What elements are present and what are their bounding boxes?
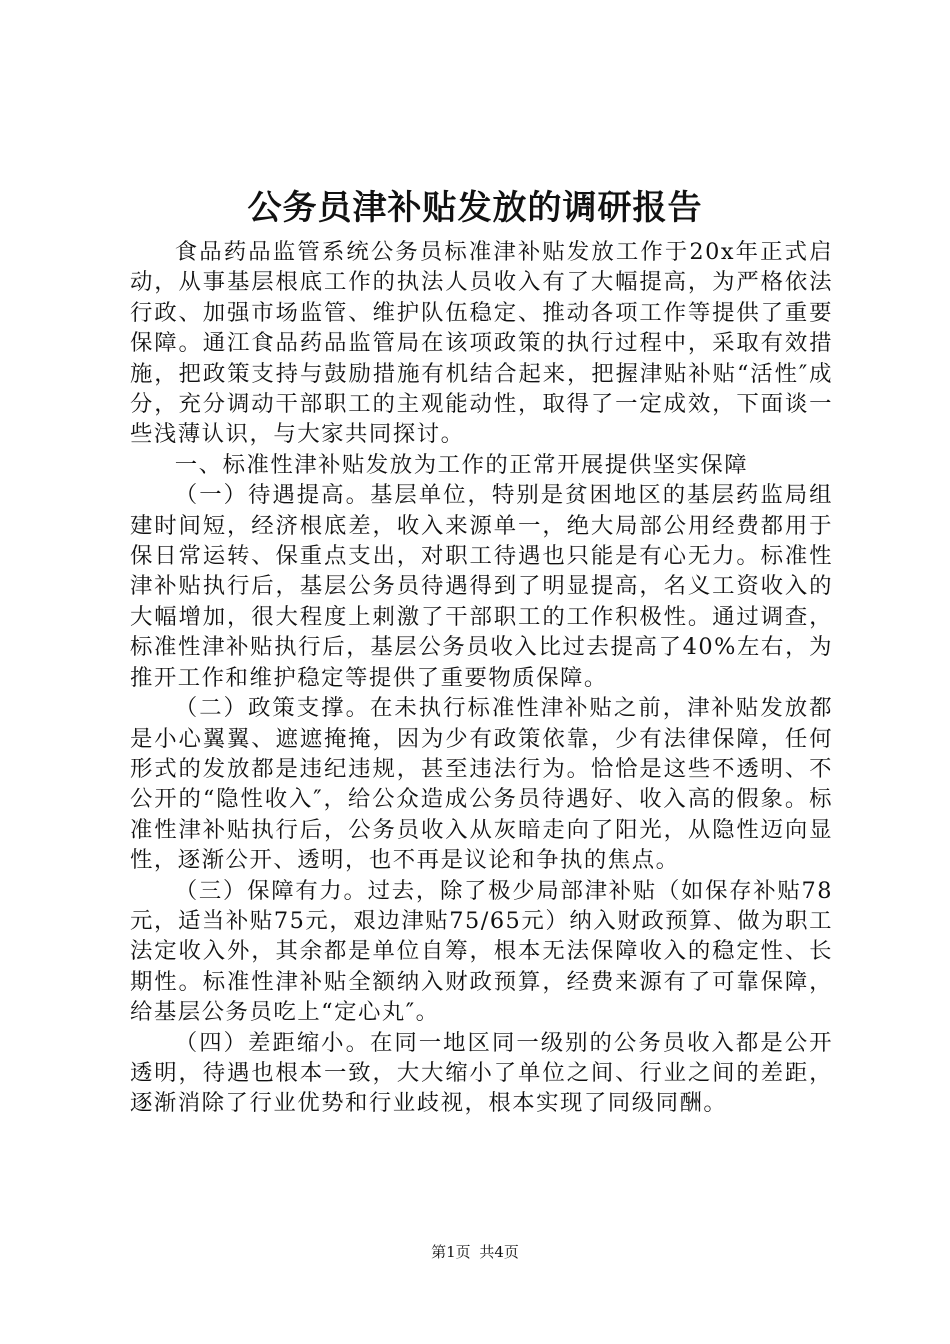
paragraph-item-4: （四）差距缩小。在同一地区同一级别的公务员收入都是公开透明，待遇也根本一致，大大缩小了单位之间、行业之间的差距，逐渐消除了行业优势和行业歧视，根本实现了同级同酬。 (130, 1029, 833, 1117)
paragraph-item-2: （二）政策支撑。在未执行标准性津补贴之前，津补贴发放都是小心翼翼、遮遮掩掩，因为少有政策依靠，少有法律保障，任何形式的发放都是违纪违规，甚至违法行为。恰恰是这些不透明、不公开的“隐性收入″，给公众造成公务员待遇好、收入高的假象。标准性津补贴执行后，公务员收入从灰暗走向了阳光，从隐性迈向显性，逐渐公开、透明，也不再是议论和争执的焦点。 (130, 695, 833, 874)
paragraph-item-1: （一）待遇提高。基层单位，特别是贫困地区的基层药监局组建时间短，经济根底差，收入来源单一，绝大局部公用经费都用于保日常运转、保重点支出，对职工待遇也只能是有心无力。标准性津补贴执行后，基层公务员待遇得到了明显提高，名义工资收入的大幅增加，很大程度上刺激了干部职工的工作积极性。通过调查，标准性津补贴执行后，基层公务员收入比过去提高了40%左右，为推开工作和维护稳定等提供了重要物质保障。 (130, 482, 833, 691)
paragraph-item-3: （三）保障有力。过去，除了极少局部津补贴（如保存补贴78元，适当补贴75元，艰边津贴75/65元）纳入财政预算、做为职工法定收入外，其余都是单位自筹，根本无法保障收入的稳定性、长期性。标准性津补贴全额纳入财政预算，经费来源有了可靠保障，给基层公务员吃上“定心丸″。 (130, 877, 833, 1026)
section-heading-1: 一、标准性津补贴发放为工作的正常开展提供坚实保障 (174, 451, 749, 478)
page-total: 共4页 (479, 1243, 519, 1261)
document-title: 公务员津补贴发放的调研报告 (247, 188, 703, 228)
page-footer (0, 1242, 950, 1262)
paragraph-intro: 食品药品监管系统公务员标准津补贴发放工作于20x年正式启动，从事基层根底工作的执法人员收入有了大幅提高，为严格依法行政、加强市场监管、维护队伍稳定、推动各项工作等提供了重要保障。通江食品药品监管局在该项政策的执行过程中，采取有效措施，把政策支持与鼓励措施有机结合起来，把握津贴补贴“活性″成分，充分调动干部职工的主观能动性，取得了一定成效，下面谈一些浅薄认识，与大家共同探讨。 (130, 239, 833, 448)
page-number: 第1页 (431, 1243, 471, 1261)
document-body (130, 237, 833, 1119)
